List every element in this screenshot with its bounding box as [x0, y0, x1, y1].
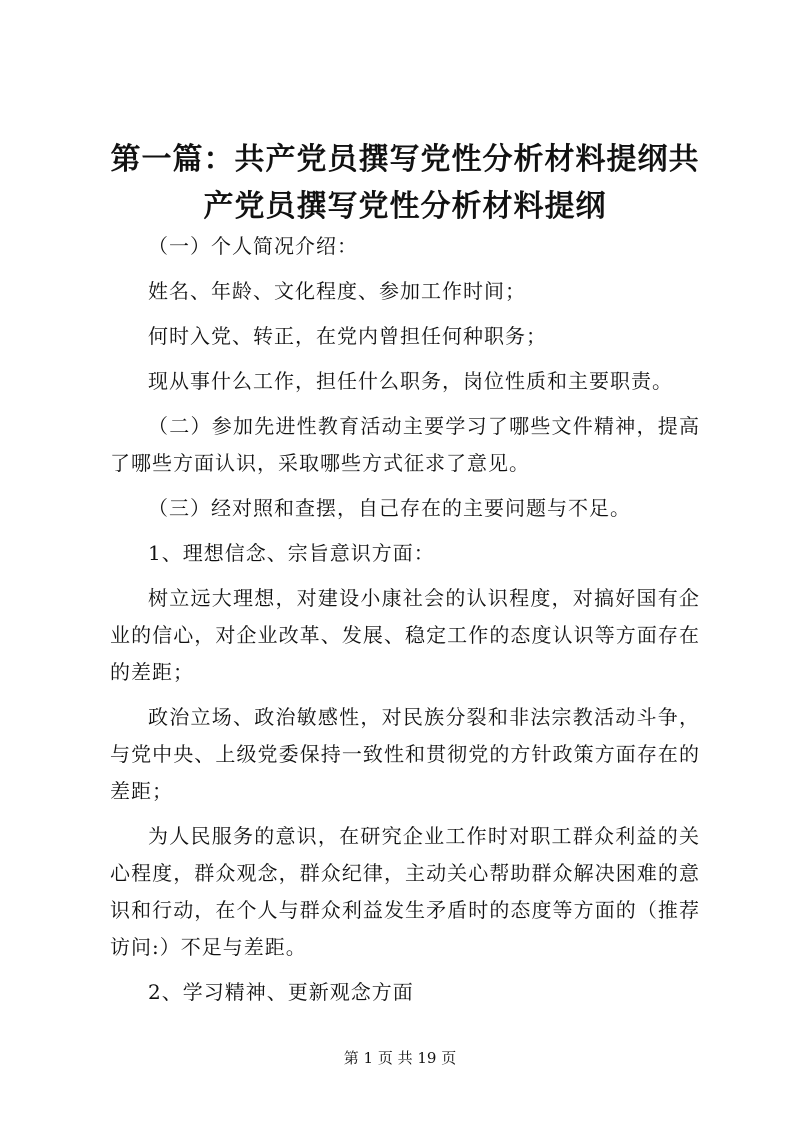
paragraph-service-awareness: 为人民服务的意识，在研究企业工作时对职工群众利益的关心程度，群众观念，群众纪律，主动关心帮助群众解决困难的意识和行动，在个人与群众利益发生矛盾时的态度等方面的（推荐访问:）不足与差距。: [110, 824, 700, 959]
paragraph-party-history: 何时入党、转正，在党内曾担任何种职务；: [148, 324, 547, 348]
document-body: [110, 228, 700, 1019]
paragraph-ideals-detail: 树立远大理想，对建设小康社会的认识程度，对搞好国有企业的信心，对企业改革、发展、稳定工作的态度认识等方面存在的差距；: [110, 586, 700, 684]
paragraph-learning-heading: 2、学习精神、更新观念方面: [148, 980, 414, 1004]
page-number-footer: 第 1 页 共 19 页: [343, 1049, 457, 1067]
paragraph-ideals-heading: 1、理想信念、宗旨意识方面：: [148, 541, 435, 565]
document-title: 第一篇：共产党员撰写党性分析材料提纲共产党员撰写党性分析材料提纲: [110, 142, 700, 224]
paragraph-problems-heading: （三）经对照和查摆，自己存在的主要问题与不足。: [148, 496, 631, 520]
paragraph-study-activities: （二）参加先进性教育活动主要学习了哪些文件精神，提高了哪些方面认识，采取哪些方式征求了意见。: [110, 414, 700, 475]
paragraph-personal-basic-info: 姓名、年龄、文化程度、参加工作时间；: [148, 279, 526, 303]
paragraph-political-stance: 政治立场、政治敏感性，对民族分裂和非法宗教活动斗争，与党中央、上级党委保持一致性和贯彻党的方针政策方面存在的差距；: [110, 705, 700, 803]
paragraph-personal-intro-heading: （一）个人简况介绍：: [148, 234, 358, 258]
paragraph-current-work: 现从事什么工作，担任什么职务，岗位性质和主要职责。: [148, 369, 673, 393]
